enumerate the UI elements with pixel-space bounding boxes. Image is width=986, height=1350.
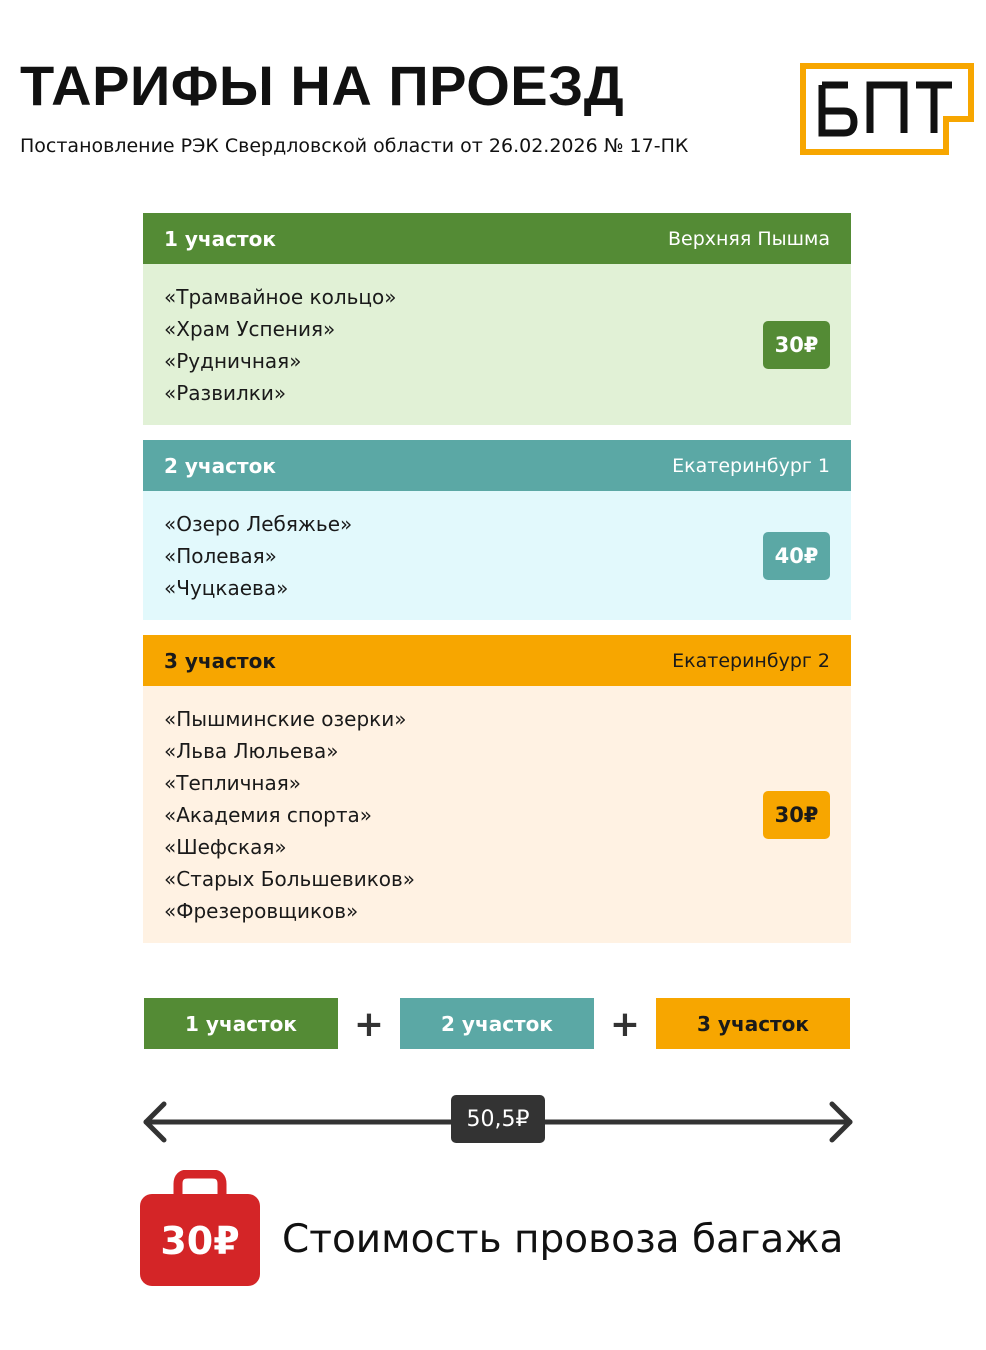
stop-item: «Полевая»	[164, 544, 277, 568]
zone-1-city: Верхняя Пышма	[667, 227, 830, 250]
zone-3-price-badge: 30₽	[763, 791, 830, 839]
stop-item: «Рудничная»	[164, 349, 302, 373]
zone-1-price-badge: 30₽	[763, 321, 830, 369]
combo-zone-1: 1 участок	[144, 998, 338, 1049]
stop-item: «Развилки»	[164, 381, 287, 405]
zone-3-city: Екатеринбург 2	[672, 649, 830, 672]
baggage-price: 30₽	[160, 1219, 240, 1263]
zone-1-name: 1 участок	[164, 226, 276, 251]
zone-1-header	[143, 213, 851, 264]
plus-icon: +	[609, 1003, 641, 1045]
stop-item: «Пышминские озерки»	[164, 707, 407, 731]
combo-zone-2: 2 участок	[400, 998, 594, 1049]
zone-3-name: 3 участок	[164, 648, 276, 673]
stop-item: «Академия спорта»	[164, 803, 373, 827]
zone-3-body	[143, 686, 851, 943]
stop-item: «Шефская»	[164, 835, 287, 859]
page-subtitle: Постановление РЭК Свердловской области от 26.02.2026 № 17-ПК	[20, 135, 689, 157]
plus-icon: +	[353, 1003, 385, 1045]
zone-2-price-badge: 40₽	[763, 532, 830, 580]
stop-item: «Трамвайное кольцо»	[164, 285, 397, 309]
stop-item: «Фрезеровщиков»	[164, 899, 359, 923]
stop-item: «Льва Люльева»	[164, 739, 339, 763]
combo-zone-3: 3 участок	[656, 998, 850, 1049]
zone-2-name: 2 участок	[164, 453, 276, 478]
zone-3-header	[143, 635, 851, 686]
vpt-logo	[800, 63, 974, 155]
stop-item: «Старых Большевиков»	[164, 867, 416, 891]
stop-item: «Озеро Лебяжье»	[164, 512, 353, 536]
zone-1-body	[143, 264, 851, 425]
stop-item: «Чуцкаева»	[164, 576, 289, 600]
baggage-label: Стоимость провоза багажа	[282, 1217, 844, 1262]
zone-2-city: Екатеринбург 1	[672, 454, 830, 477]
stop-item: «Храм Успения»	[164, 317, 336, 341]
logo-glyphs	[822, 85, 952, 133]
stop-item: «Тепличная»	[164, 771, 302, 795]
zone-1-card	[143, 213, 851, 425]
total-price-badge: 50,5₽	[451, 1095, 545, 1143]
zone-2-body	[143, 491, 851, 620]
zone-2-card	[143, 440, 851, 620]
zone-3-card	[143, 635, 851, 943]
page-title: ТАРИФЫ НА ПРОЕЗД	[20, 54, 625, 117]
zone-2-header	[143, 440, 851, 491]
